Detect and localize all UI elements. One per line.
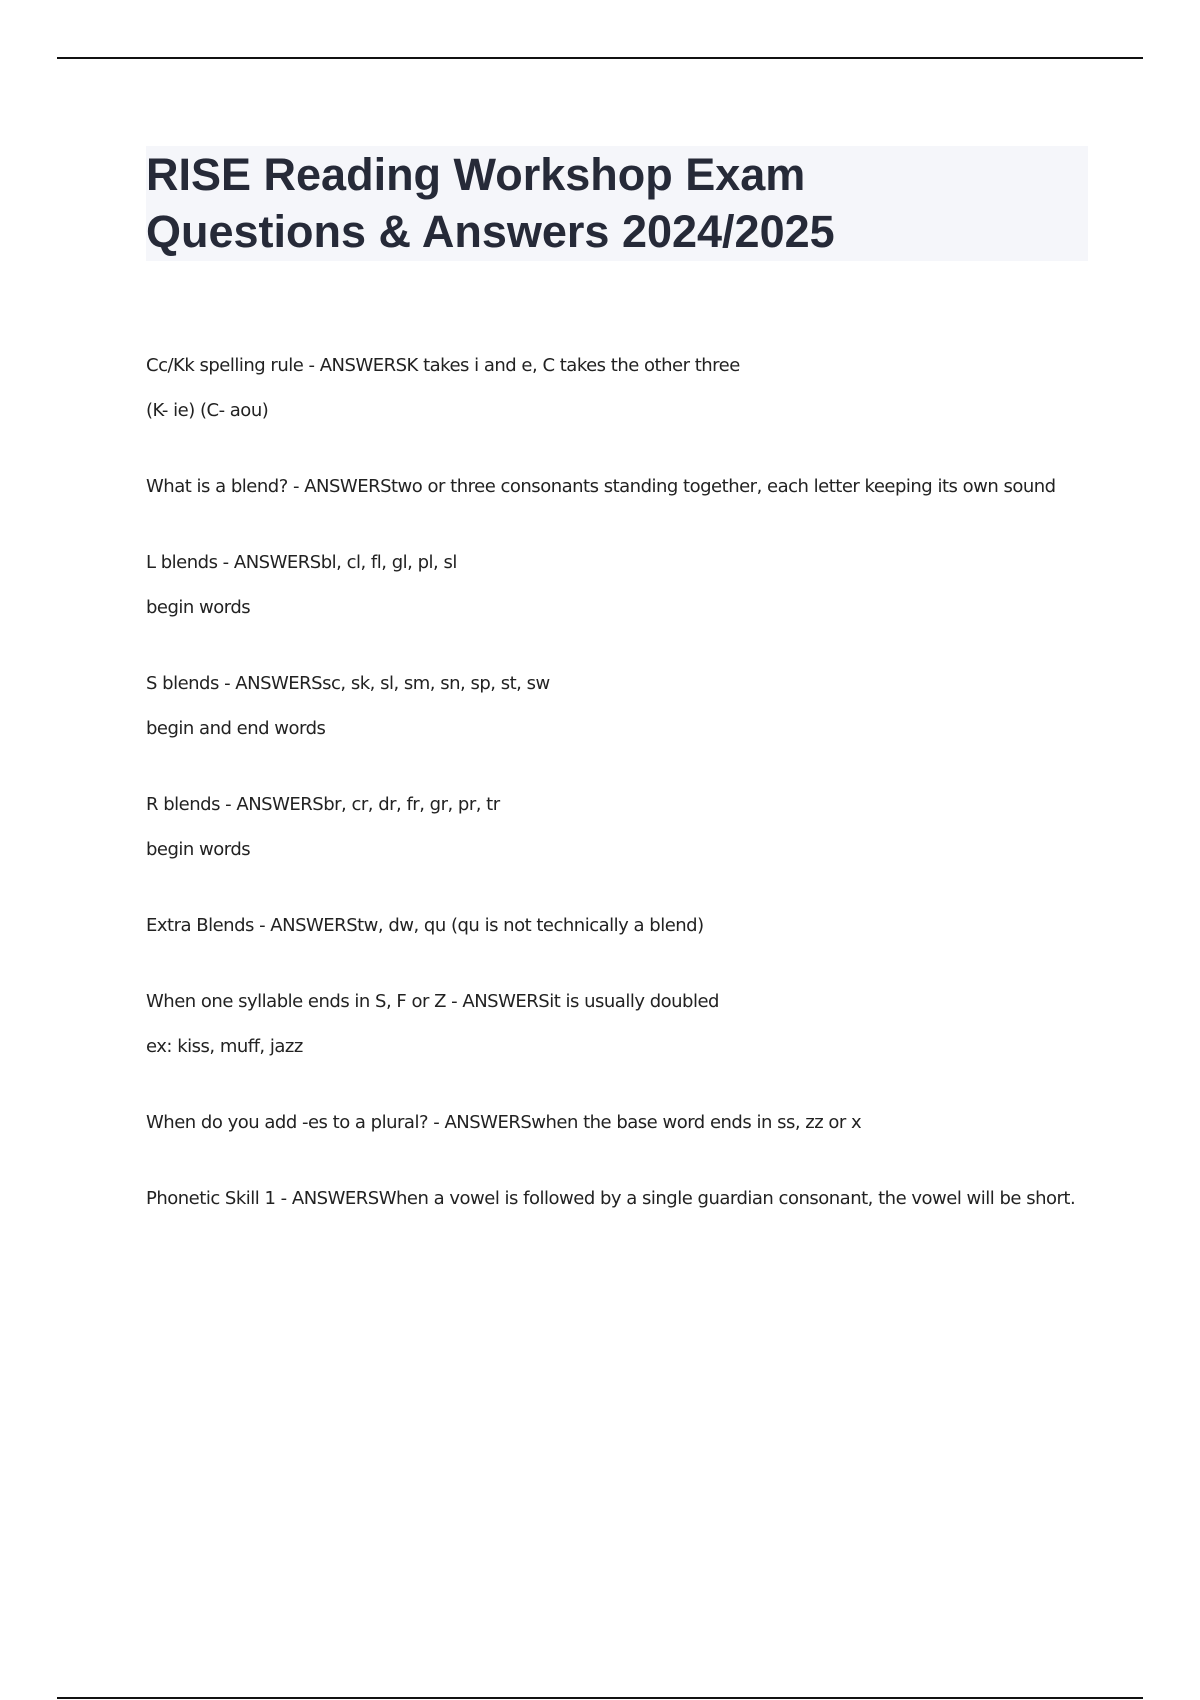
- qa-text: Cc/Kk spelling rule - ANSWERSK takes i and e, C takes the other three: [146, 355, 740, 376]
- qa-text: R blends - ANSWERSbr, cr, dr, fr, gr, pr, tr: [146, 794, 500, 815]
- qa-text: What is a blend? - ANSWERStwo or three consonants standing together, each letter keeping its own sound: [146, 476, 1056, 497]
- qa-text: Phonetic Skill 1 - ANSWERSWhen a vowel is followed by a single guardian consonant, the vowel will be short.: [146, 1188, 1076, 1209]
- qa-note: begin words: [146, 839, 251, 860]
- qa-text: Extra Blends - ANSWERStw, dw, qu (qu is not technically a blend): [146, 915, 704, 936]
- qa-note: begin words: [146, 597, 251, 618]
- qa-note: begin and end words: [146, 718, 326, 739]
- qa-item: [146, 790, 1088, 864]
- document-body: [146, 146, 1088, 1213]
- qa-item: [146, 548, 1088, 622]
- qa-item: [146, 351, 1088, 425]
- title-line-2: Questions & Answers 2024/2025: [146, 206, 835, 257]
- title-block: [146, 146, 1088, 261]
- bottom-rule: [57, 1697, 1143, 1699]
- document-title: [146, 146, 1082, 261]
- qa-item: [146, 987, 1088, 1061]
- qa-list: [146, 351, 1088, 1213]
- qa-note: (K- ie) (C- aou): [146, 400, 269, 421]
- title-line-1: RISE Reading Workshop Exam: [146, 149, 806, 200]
- qa-text: When do you add -es to a plural? - ANSWERSwhen the base word ends in ss, zz or x: [146, 1112, 862, 1133]
- qa-item: [146, 911, 1088, 940]
- top-rule: [57, 57, 1143, 59]
- qa-text: When one syllable ends in S, F or Z - ANSWERSit is usually doubled: [146, 991, 719, 1012]
- qa-text: L blends - ANSWERSbl, cl, fl, gl, pl, sl: [146, 552, 457, 573]
- qa-text: S blends - ANSWERSsc, sk, sl, sm, sn, sp, st, sw: [146, 673, 550, 694]
- qa-item: [146, 1184, 1088, 1213]
- qa-item: [146, 472, 1088, 501]
- qa-item: [146, 1108, 1088, 1137]
- qa-item: [146, 669, 1088, 743]
- qa-note: ex: kiss, muff, jazz: [146, 1036, 303, 1057]
